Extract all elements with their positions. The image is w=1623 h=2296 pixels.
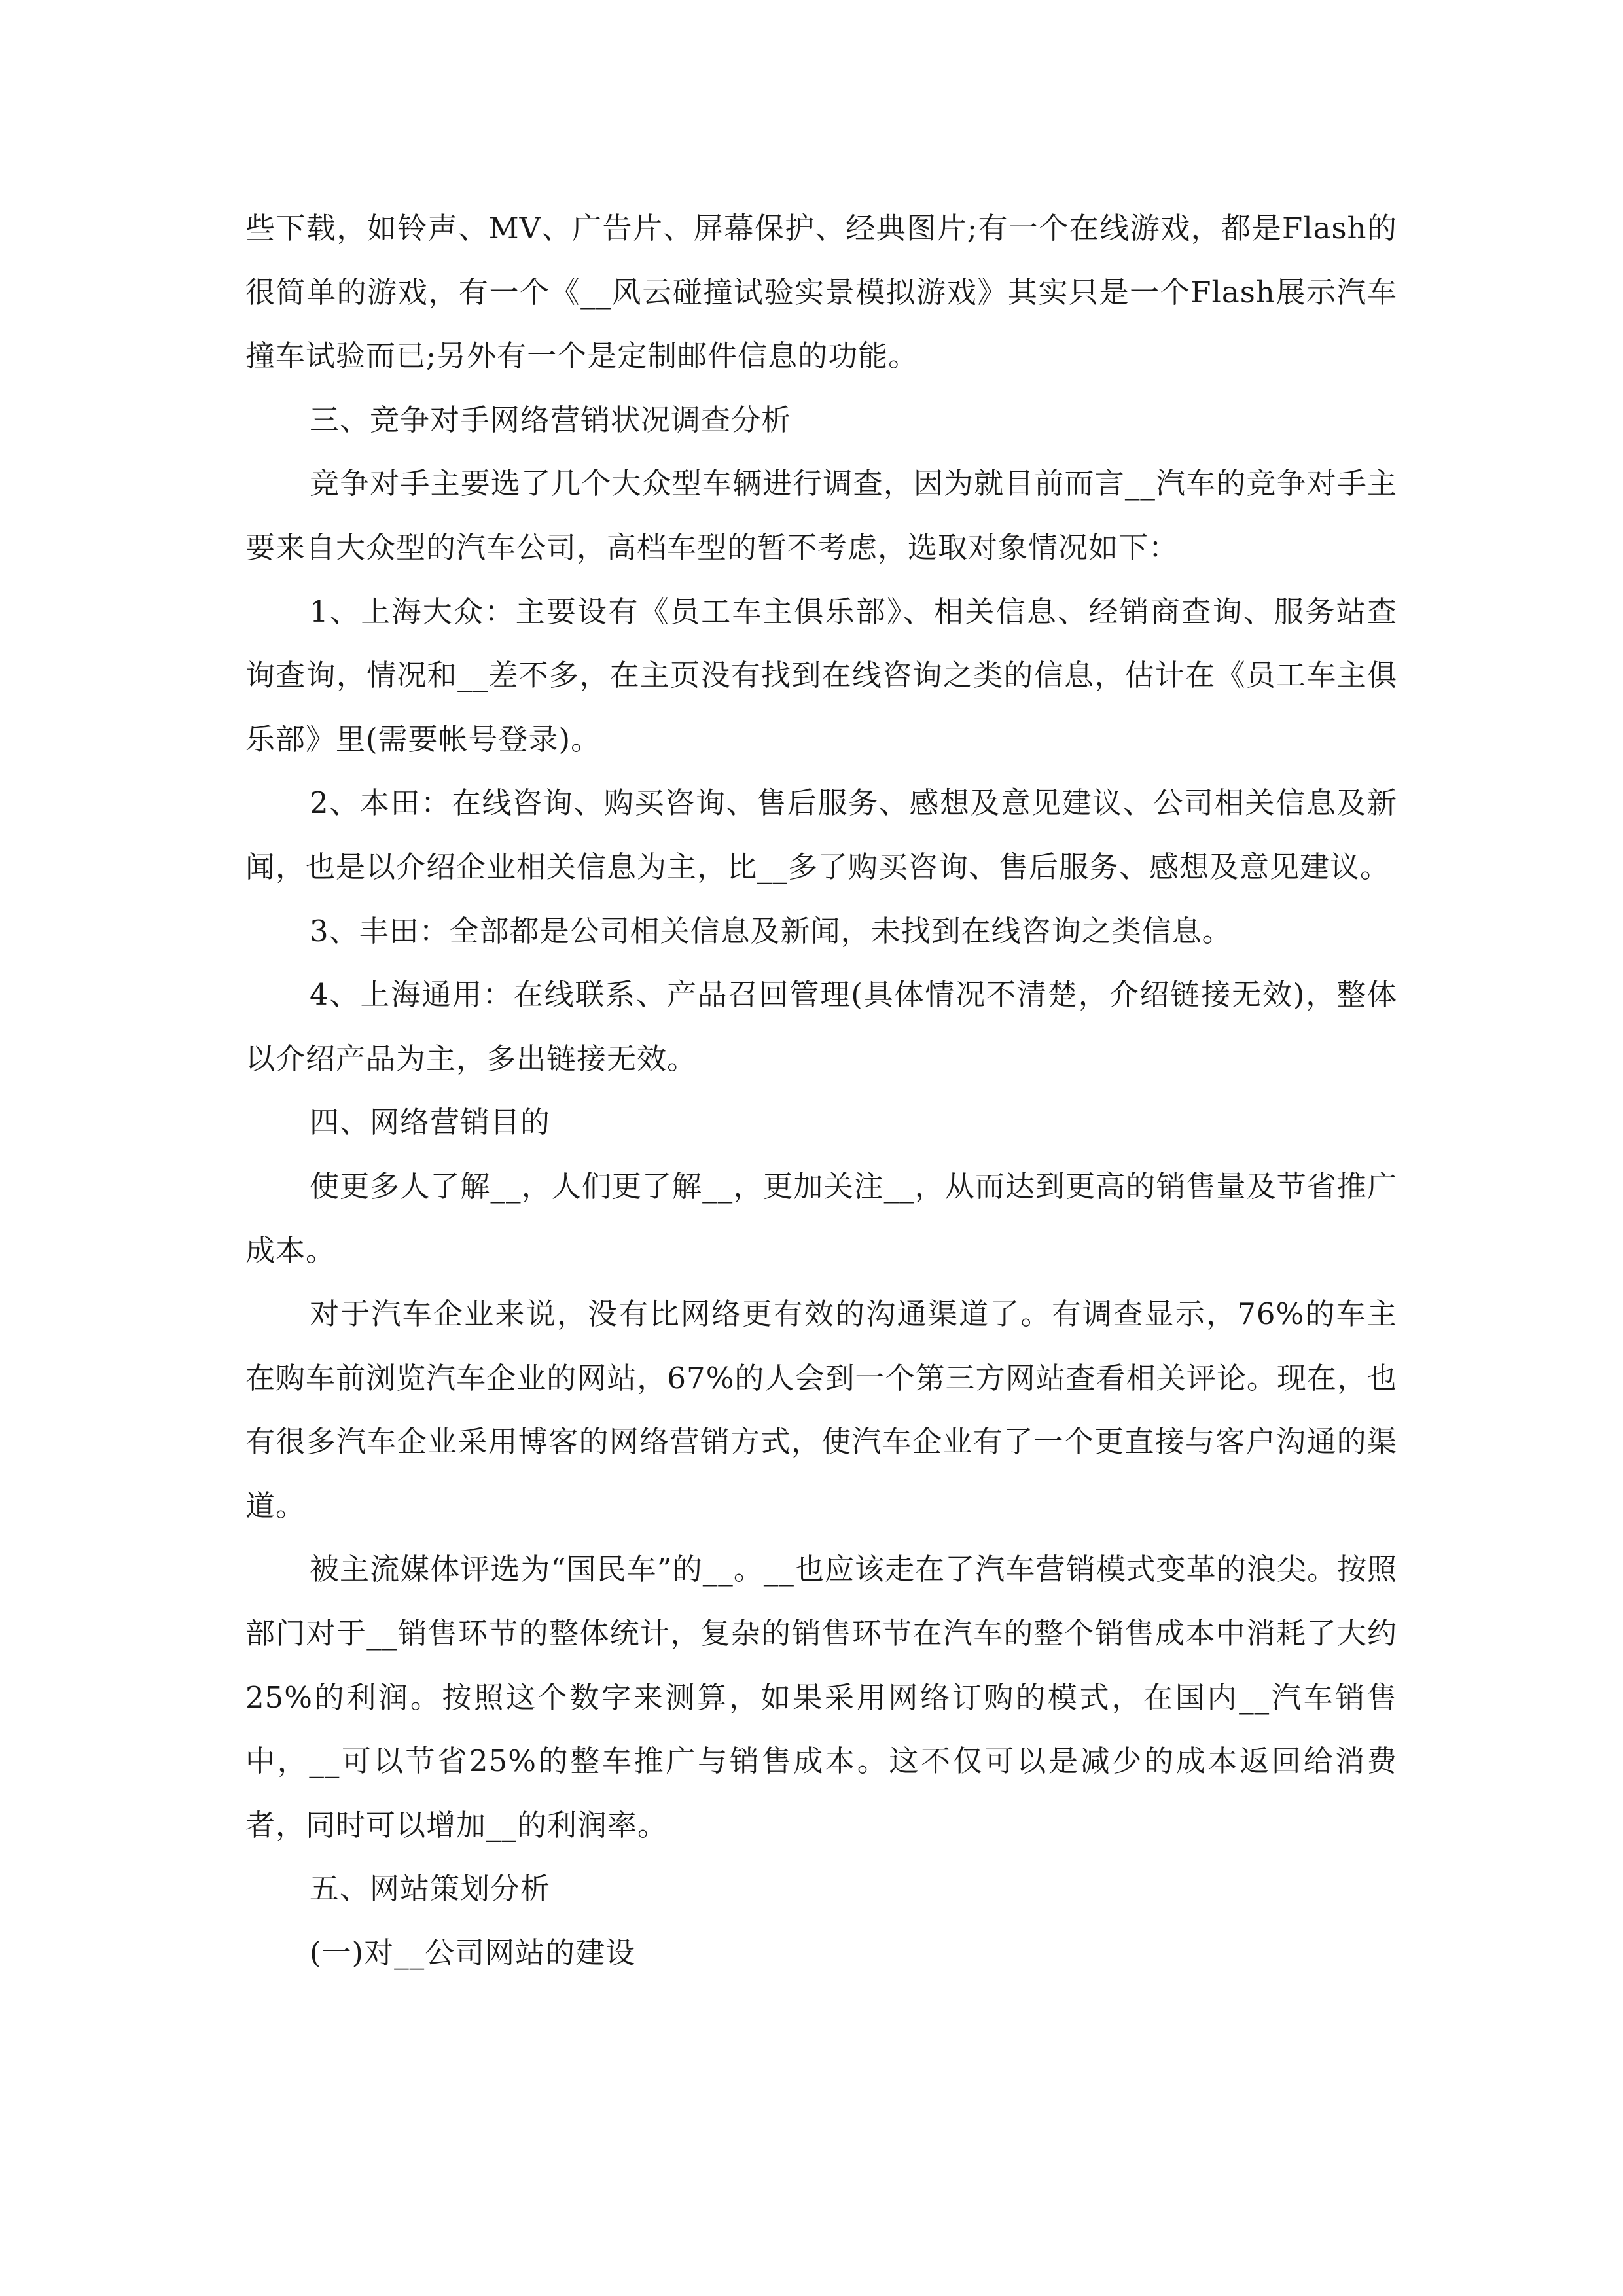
paragraph-goal: 使更多人了解__，人们更了解__，更加关注__，从而达到更高的销售量及节省推广成本。: [245, 1168, 1397, 1268]
subsection-heading-website-building: (一)对__公司网站的建设: [310, 1935, 636, 1971]
paragraph-competitor-intro: 竞争对手主要选了几个大众型车辆进行调查，因为就目前而言__汽车的竞争对手主要来自大众型的汽车公司，高档车型的暂不考虑，选取对象情况如下：: [245, 466, 1397, 565]
list-item-honda: 2、本田：在线咨询、购买咨询、售后服务、感想及意见建议、公司相关信息及新闻，也是以介绍企业相关信息为主，比__多了购买咨询、售后服务、感想及意见建议。: [245, 785, 1397, 884]
paragraph-cost-analysis: 被主流媒体评选为“国民车”的__。__也应该走在了汽车营销模式变革的浪尖。按照部门对于__销售环节的整体统计，复杂的销售环节在汽车的整个销售成本中消耗了大约25%的利润。按照这个数字来测算，如果采用网络订购的模式，在国内__汽车销售中，__可以节省25%的整车推广与销售成本。这不仅可以是减少的成本返回给消费者，同时可以增加__的利润率。: [245, 1552, 1397, 1842]
section-heading-marketing-goal: 四、网络营销目的: [310, 1105, 551, 1140]
paragraph-survey: 对于汽车企业来说，没有比网络更有效的沟通渠道了。有调查显示，76%的车主在购车前浏览汽车企业的网站，67%的人会到一个第三方网站查看相关评论。现在，也有很多汽车企业采用博客的网络营销方式，使汽车企业有了一个更直接与客户沟通的渠道。: [245, 1297, 1397, 1523]
section-heading-website-planning: 五、网站策划分析: [310, 1871, 551, 1907]
list-item-shanghai-gm: 4、上海通用：在线联系、产品召回管理(具体情况不清楚，介绍链接无效)，整体以介绍产品为主，多出链接无效。: [245, 977, 1397, 1076]
list-item-shanghai-vw: 1、上海大众：主要设有《员工车主俱乐部》、相关信息、经销商查询、服务站查询查询，情况和__差不多，在主页没有找到在线咨询之类的信息，估计在《员工车主俱乐部》里(需要帐号登录)。: [245, 594, 1397, 757]
list-item-toyota: 3、丰田：全部都是公司相关信息及新闻，未找到在线咨询之类信息。: [310, 913, 1232, 948]
document-page: [245, 196, 1397, 1985]
paragraph-continuation: 些下载，如铃声、MV、广告片、屏幕保护、经典图片;有一个在线游戏，都是Flash的很简单的游戏，有一个《__风云碰撞试验实景模拟游戏》其实只是一个Flash展示汽车撞车试验而已;另外有一个是定制邮件信息的功能。: [245, 211, 1397, 374]
section-heading-competitor-analysis: 三、竞争对手网络营销状况调查分析: [310, 402, 792, 437]
